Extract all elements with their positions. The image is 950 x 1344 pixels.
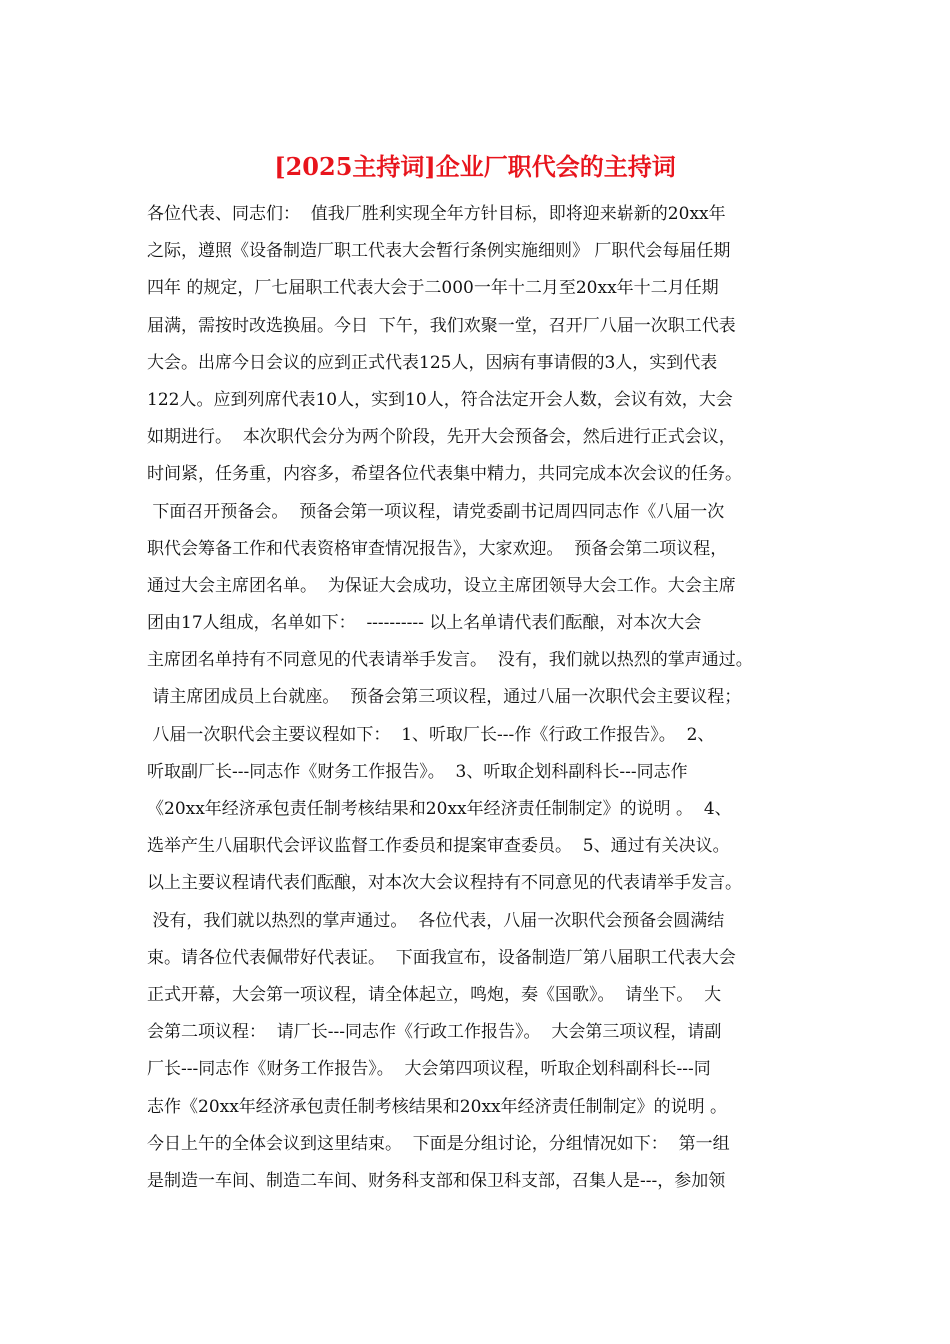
body-line: 届满，需按时改选换届。今日 下午，我们欢聚一堂，召开厂八届一次职工代表 <box>147 315 736 336</box>
body-line: 各位代表、同志们： 值我厂胜利实现全年方针目标，即将迎来崭新的20xx年 <box>147 204 726 224</box>
body-line: 厂长---同志作《财务工作报告》。 大会第四项议程，听取企划科副科长---同 <box>147 1059 711 1080</box>
body-line: 《20xx年经济承包责任制考核结果和20xx年经济责任制制定》的说明 。 4、 <box>147 799 732 819</box>
body-line: 下面召开预备会。 预备会第一项议程，请党委副书记周四同志作《八届一次 <box>147 501 725 522</box>
body-line: 会第二项议程： 请厂长---同志作《行政工作报告》。 大会第三项议程，请副 <box>147 1022 722 1043</box>
body-line: 主席团名单持有不同意见的代表请举手发言。 没有，我们就以热烈的掌声通过。 <box>147 650 753 671</box>
document-body <box>147 196 827 1200</box>
body-line: 志作《20xx年经济承包责任制考核结果和20xx年经济责任制制定》的说明 。 <box>147 1096 728 1117</box>
body-line: 束。请各位代表佩带好代表证。 下面我宣布，设备制造厂第八届职工代表大会 <box>147 947 736 968</box>
body-line: 今日上午的全体会议到这里结束。 下面是分组讨论，分组情况如下： 第一组 <box>147 1133 730 1154</box>
body-line: 四年 的规定，厂七届职工代表大会于二000一年十二月至20xx年十二月任期 <box>147 278 719 299</box>
body-line: 八届一次职代会主要议程如下： 1、听取厂长---作《行政工作报告》。 2、 <box>147 724 715 745</box>
document-title: [2025主持词]企业厂职代会的主持词 <box>274 152 676 181</box>
body-line: 请主席团成员上台就座。 预备会第三项议程，通过八届一次职代会主要议程； <box>147 687 742 708</box>
body-line: 选举产生八届职代会评议监督工作委员和提案审查委员。 5、通过有关决议。 <box>147 836 730 857</box>
body-line: 如期进行。 本次职代会分为两个阶段，先开大会预备会，然后进行正式会议， <box>147 427 736 448</box>
body-line: 时间紧，任务重，内容多，希望各位代表集中精力，共同完成本次会议的任务。 <box>147 464 742 485</box>
body-line: 没有，我们就以热烈的掌声通过。 各位代表，八届一次职代会预备会圆满结 <box>147 910 725 931</box>
body-line: 团由17人组成，名单如下： ---------- 以上名单请代表们酝酿，对本次大会 <box>147 613 702 634</box>
body-line: 之际，遵照《设备制造厂职工代表大会暂行条例实施细则》 厂职代会每届任期 <box>147 241 731 262</box>
body-line: 听取副厂长---同志作《财务工作报告》。 3、听取企划科副科长---同志作 <box>147 761 688 782</box>
body-line: 大会。出席今日会议的应到正式代表125人，因病有事请假的3人，实到代表 <box>147 352 718 373</box>
body-line: 122人。应到列席代表10人，实到10人，符合法定开会人数，会议有效，大会 <box>147 389 733 410</box>
body-line: 通过大会主席团名单。 为保证大会成功，设立主席团领导大会工作。大会主席 <box>147 575 736 596</box>
body-line: 是制造一车间、制造二车间、财务科支部和保卫科支部，召集人是---，参加领 <box>147 1170 726 1191</box>
body-line: 职代会筹备工作和代表资格审查情况报告》，大家欢迎。 预备会第二项议程， <box>147 538 728 559</box>
body-line: 以上主要议程请代表们酝酿，对本次大会议程持有不同意见的代表请举手发言。 <box>147 873 742 894</box>
body-line: 正式开幕，大会第一项议程，请全体起立，鸣炮，奏《国歌》。 请坐下。 大 <box>147 984 722 1005</box>
